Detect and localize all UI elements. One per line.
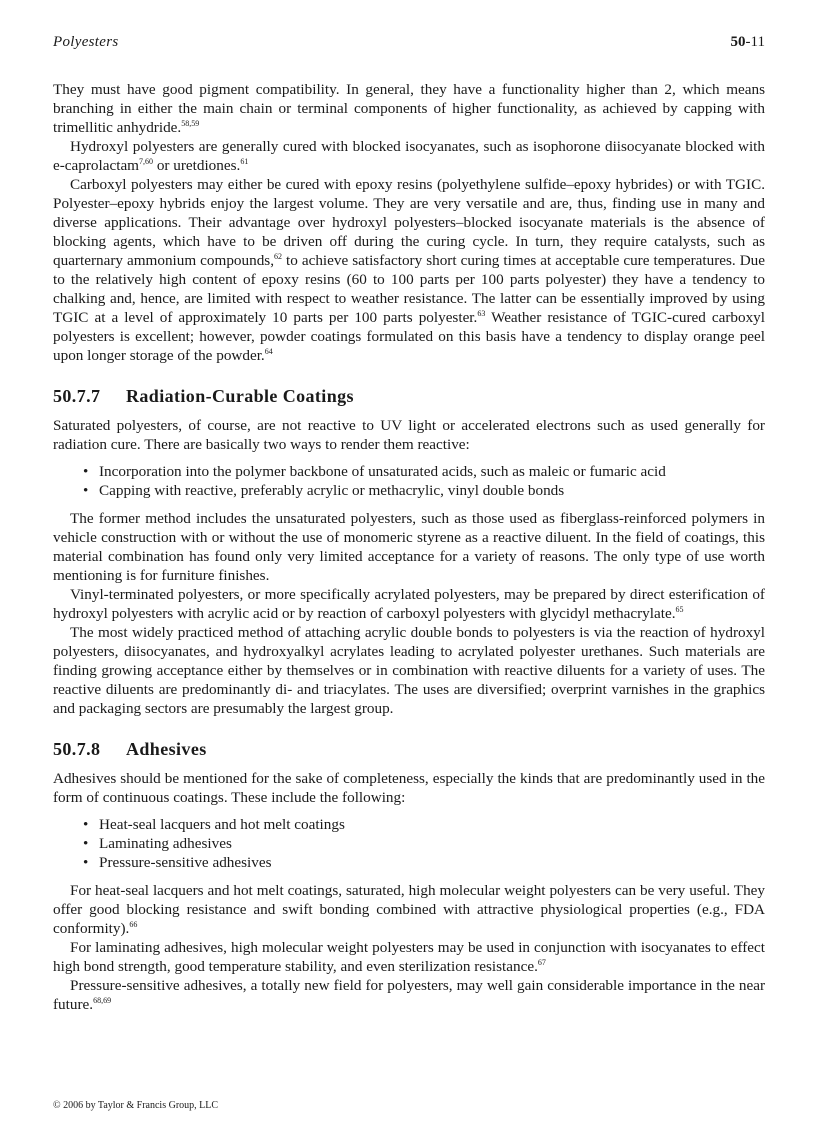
paragraph [53, 509, 765, 585]
list-item [83, 853, 765, 872]
citation-superscript: 62 [274, 252, 283, 261]
section-title: Radiation-Curable Coatings [126, 386, 354, 406]
paragraph-text: Weather resistance of TGIC-cured carboxyl polyesters is excellent; however, powder coatings formulated on this basis have a tendency to display orange peel upon longer storage of the powder. [53, 309, 765, 364]
paragraph-text: or uretdiones. [153, 157, 241, 174]
bullet-icon: • [83, 482, 89, 499]
list-item-text: Heat-seal lacquers and hot melt coatings [99, 816, 345, 833]
bullet-icon: • [83, 816, 89, 833]
list-item [83, 462, 765, 481]
paragraph-text: Carboxyl polyesters may either be cured with epoxy resins (polyethylene sulfide–epoxy hybrides) or with TGIC. Polyester–epoxy hybrids enjoy the largest volume. They are very versatile and are, thus, finding use in many and diverse applications. Their advantage over hydroxyl polyesters–blocked isocyanate materials is the absence of blocking agents, which have to be driven off during the curing cycle. In turn, they require catalysts, such as quarternary ammonium compounds, [53, 176, 765, 269]
bullet-icon: • [83, 854, 89, 871]
citation-superscript: 66 [129, 920, 138, 929]
paragraph-text: Vinyl-terminated polyesters, or more specifically acrylated polyesters, may be prepared by direct esterification of hydroxyl polyesters with acrylic acid or by reaction of carboxyl polyesters with glycidyl methacrylate. [53, 586, 765, 622]
list-item-text: Capping with reactive, preferably acrylic or methacrylic, vinyl double bonds [99, 482, 565, 499]
citation-superscript: 7,60 [139, 157, 154, 166]
running-head-title: Polyesters [53, 34, 119, 50]
citation-superscript: 61 [240, 157, 249, 166]
paragraph-text: For heat-seal lacquers and hot melt coatings, saturated, high molecular weight polyesters can be very useful. They offer good blocking resistance and swift bonding combined with attractive physiological properties (e.g., FDA conformity). [53, 882, 765, 937]
page-number [731, 34, 765, 51]
list-item [83, 834, 765, 853]
list-item [83, 815, 765, 834]
chapter-number: 50 [730, 34, 746, 50]
section-title: Adhesives [126, 739, 207, 759]
page-body [53, 80, 765, 1014]
section-heading [53, 385, 765, 407]
paragraph [53, 769, 765, 807]
paragraph [53, 175, 765, 365]
paragraph [53, 623, 765, 718]
citation-superscript: 63 [477, 309, 486, 318]
bullet-list [53, 462, 765, 500]
citation-superscript: 68,69 [93, 996, 112, 1005]
paragraph-text: to achieve satisfactory short curing times at acceptable cure temperatures. Due to the relatively high content of epoxy resins (60 to 100 parts per 100 parts polyester) they have a tendency to chalking and, hence, are limited with respect to weather resistance. The latter can be essentially improved by using TGIC at a level of approximately 10 parts per 100 parts polyester. [53, 252, 766, 326]
list-item [83, 481, 765, 500]
paragraph [53, 976, 765, 1014]
citation-superscript: 64 [264, 347, 273, 356]
paragraph [53, 416, 765, 454]
paragraph [53, 80, 765, 137]
bullet-icon: • [83, 463, 89, 480]
citation-superscript: 65 [675, 605, 684, 614]
paragraph [53, 938, 765, 976]
citation-superscript: 67 [537, 958, 546, 967]
paragraph-text: The most widely practiced method of attaching acrylic double bonds to polyesters is via the reaction of hydroxyl polyesters, diisocyanates, and hydroxyalkyl acrylates leading to acrylated polyester urethanes. Such materials are finding growing acceptance either by themselves or in combination with reactive diluents for a variety of uses. The reactive diluents are predominantly di- and triacylates. The uses are diversified; overprint varnishes in the graphics and packaging sectors are presumably the largest group. [53, 624, 765, 717]
paragraph [53, 585, 765, 623]
paragraph-text: Saturated polyesters, of course, are not reactive to UV light or accelerated electrons such as used generally for radiation cure. There are basically two ways to render them reactive: [53, 417, 765, 453]
paragraph-text: They must have good pigment compatibility. In general, they have a functionality higher than 2, which means branching in either the main chain or terminal components of higher functionality, as achieved by capping with trimellitic anhydride. [53, 81, 765, 136]
bullet-icon: • [83, 835, 89, 852]
list-item-text: Laminating adhesives [99, 835, 232, 852]
paragraph-text: The former method includes the unsaturated polyesters, such as those used as fiberglass-reinforced polymers in vehicle construction with or without the use of monomeric styrene as a reactive diluent. In the field of coatings, this material combination has found only very limited acceptance for a variety of reasons. The only type of use worth mentioning is for furniture finishes. [53, 510, 765, 584]
paragraph [53, 137, 765, 175]
page-number-suffix: -11 [745, 34, 765, 50]
paragraph-text: Adhesives should be mentioned for the sake of completeness, especially the kinds that are predominantly used in the form of continuous coatings. These include the following: [53, 770, 765, 806]
copyright-footer: © 2006 by Taylor & Francis Group, LLC [53, 1100, 219, 1111]
list-item-text: Pressure-sensitive adhesives [99, 854, 272, 871]
list-item-text: Incorporation into the polymer backbone of unsaturated acids, such as maleic or fumaric acid [99, 463, 666, 480]
bullet-list [53, 815, 765, 872]
running-head [53, 34, 765, 54]
citation-superscript: 58,59 [181, 119, 200, 128]
section-number: 50.7.8 [53, 739, 101, 759]
paragraph-text: Hydroxyl polyesters are generally cured with blocked isocyanates, such as isophorone diisocyanate blocked with e-caprolactam [53, 138, 765, 174]
section-heading [53, 738, 765, 760]
paragraph-text: For laminating adhesives, high molecular weight polyesters may be used in conjunction with isocyanates to effect high bond strength, good temperature stability, and even sterilization resistance. [53, 939, 765, 975]
section-number: 50.7.7 [53, 386, 101, 406]
paragraph-text: Pressure-sensitive adhesives, a totally new field for polyesters, may well gain considerable importance in the near future. [53, 977, 765, 1013]
paragraph [53, 881, 765, 938]
